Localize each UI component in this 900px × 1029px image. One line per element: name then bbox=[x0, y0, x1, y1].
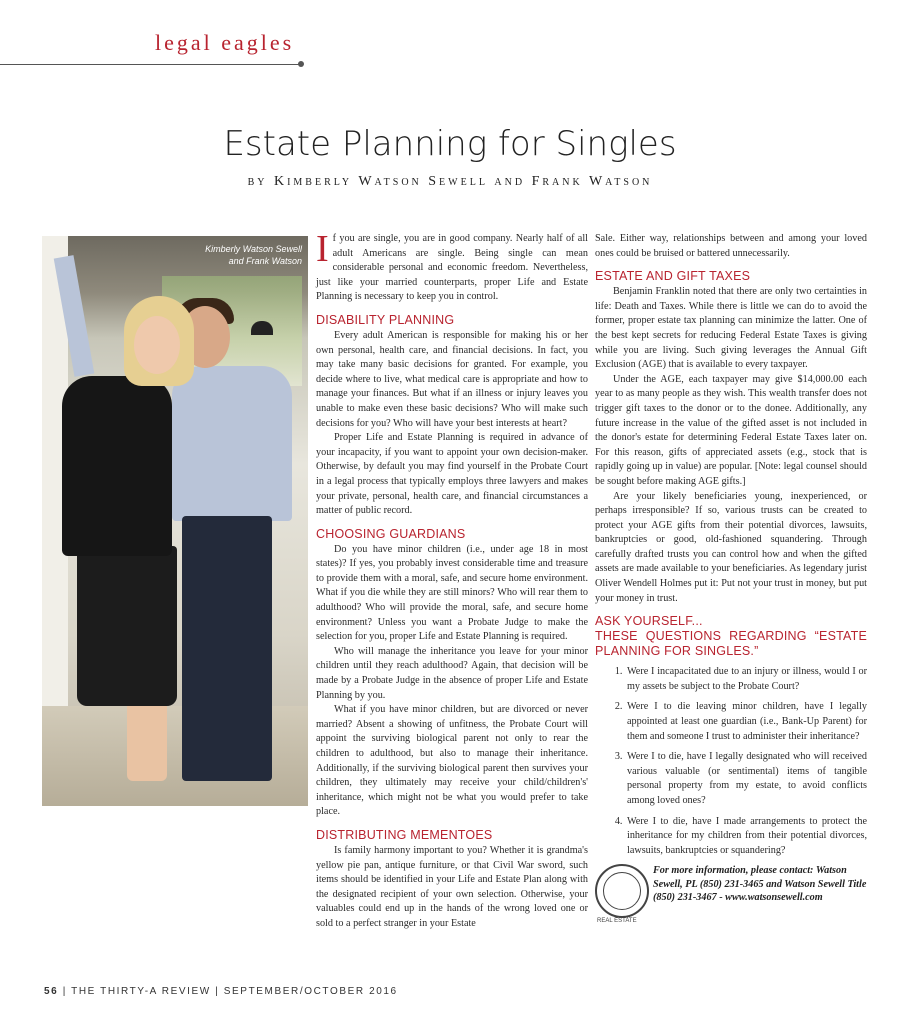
man-shirt bbox=[172, 366, 292, 521]
paragraph: Who will manage the inheritance you leave for your minor children until they reach adulthood? Again, that decision will be made by a Probate Judge in the absence of proper Life and Estate Planning by you. bbox=[316, 645, 588, 701]
woman-face bbox=[134, 316, 180, 374]
question-item: 1. Were I incapacitated due to an injury or illness, would I or my assets be subject to the Probate Court? bbox=[625, 665, 867, 694]
contact-info: For more information, please contact: Watson Sewell, PL (850) 231-3465 and Watson Sewell Title (850) 231-3467 - www.watsonsewell.com bbox=[653, 865, 867, 904]
paragraph: Under the AGE, each taxpayer may give $14,000.00 each year to as many people as they wish. This wealth transfer does not trigger gift taxes to the donor or to the donee. Additionally, any future increase in the value of the gifted asset is not included in the donor's estate for determining Federal Estate Taxes later on. For this reason, gifts of appreciated assets (e.g., stock that is rapidly going up in value) are popular. [Note: legal counsel should be sought before making AGE gifts.] bbox=[595, 373, 867, 487]
florida-bar-seal-icon bbox=[595, 864, 649, 918]
page-number: 56 bbox=[44, 986, 59, 997]
question-item: 4. Were I to die, have I made arrangements to protect the inheritance for my children from their potential divorces, lawsuits, bankruptcies or squandering? bbox=[625, 815, 867, 859]
paragraph: Is family harmony important to you? Whether it is grandma's yellow pie pan, antique furniture, or that Civil War sword, such items should be identified in your Life and Estate Plan along with the designated recipient of your own selection. Otherwise, your valuables could end up in the hands of the wrong loved one or sold to a perfect stranger in your Estate bbox=[316, 844, 588, 929]
article-byline: by Kimberly Watson Sewell and Frank Watson bbox=[247, 174, 653, 189]
paragraph: Proper Life and Estate Planning is required in advance of your incapacity, if you want to appoint your own decision-maker. Otherwise, by default you may find yourself in the Probate Court in a legal process that typically employs three lawyers and makes your private, personal, health care, and financial circumstances a matter of public record. bbox=[316, 432, 588, 517]
photo-caption-line2: and Frank Watson bbox=[228, 256, 302, 266]
section-divider bbox=[0, 64, 300, 65]
author-photo bbox=[42, 236, 308, 806]
heading-ask-line1: ASK YOURSELF... bbox=[595, 614, 703, 629]
paragraph: Every adult American is responsible for making his or her own personal, health care, and financial decisions. In fact, you may take many basic decisions for granted. For example, you decide where to live, what medical care is appropriate and how to manage your finances. But what if an illness or injury leaves you unable to make even these basic decisions? Who will make such decisions for you? Who will have your best interests at heart? bbox=[316, 329, 588, 429]
divider-dot bbox=[298, 61, 304, 67]
article-title: Estate Planning for Singles bbox=[223, 124, 677, 164]
heading-choosing-guardians: CHOOSING GUARDIANS bbox=[316, 526, 466, 541]
question-item: 2. Were I to die leaving minor children, have I legally appointed at least one guardian (i.e., Bank-Up Parent) for them and someone I trust to administer their inheritance? bbox=[625, 700, 867, 744]
drop-cap: I bbox=[316, 228, 329, 270]
seal-inner-ring bbox=[603, 872, 641, 910]
footer-separator: | bbox=[62, 986, 72, 997]
question-item: 3. Were I to die, have I legally designated who will received various valuable (or sentimental) items of tangible personal property from my estate, to avoid conflicts among loved ones? bbox=[625, 750, 867, 808]
paragraph: Are your likely beneficiaries young, inexperienced, or perhaps irresponsible? If so, various trusts can be created to protect your AGE gifts from their potential divorces, lawsuits, bankruptcies or good, old-fashioned squandering. Through carefully drafted trusts you can control how and when the gifted assets are made available to your beneficiaries. As legendary jurist Oliver Wendell Holmes put it: Put not your trust in money, but put your money in trust. bbox=[595, 490, 867, 604]
heading-ask-line2: THESE QUESTIONS REGARDING “ESTATE PLANNING FOR SINGLES.” bbox=[595, 629, 867, 659]
heading-ask-yourself bbox=[595, 614, 867, 659]
photo-caption bbox=[205, 243, 302, 267]
paragraph: Do you have minor children (i.e., under age 18 in most states)? If yes, you probably invest considerable time and treasure to provide them with a moral, safe, and secure home environment. What if you die while they are still minors? Who will rear them to adulthood? Who will provide the moral, safe, and secure home environment? Unless you want a Probate Judge to make the selection for you, proper Life and Estate Planning is required. bbox=[316, 543, 588, 643]
heading-disability-planning: DISABILITY PLANNING bbox=[316, 312, 455, 327]
page-footer bbox=[44, 986, 398, 997]
heading-distributing-mementoes: DISTRIBUTING MEMENTOES bbox=[316, 827, 493, 842]
man-pants bbox=[182, 516, 272, 781]
article-column-1 bbox=[316, 228, 588, 932]
woman-legs bbox=[127, 701, 167, 781]
seal-label: REAL ESTATE bbox=[597, 918, 637, 925]
woman-skirt bbox=[77, 546, 177, 706]
paragraph: Sale. Either way, relationships between and among your loved ones could be bruised or battered unnecessarily. bbox=[595, 233, 867, 259]
photo-caption-line1: Kimberly Watson Sewell bbox=[205, 244, 302, 254]
questions-list bbox=[595, 665, 867, 858]
intro-text: f you are single, you are in good company. Nearly half of all adult Americans are single. Being single can mean considerable personal and economic freedom. Nevertheless, just like your married counterparts, proper Life and Estate Planning is necessary to keep you in control. bbox=[316, 233, 588, 303]
heading-estate-gift-taxes: ESTATE AND GIFT TAXES bbox=[595, 269, 751, 284]
paragraph: Benjamin Franklin noted that there are only two certainties in life: Death and Taxes. While there is little we can do to avoid the former, proper estate tax planning can minimize the latter. One of the best kept secrets for reducing Federal Estate Taxes is giving while you are living. Such giving leverages the Annual Gift Exclusion (AGE) that is available to every taxpayer. bbox=[595, 286, 867, 371]
section-tag: legal eagles bbox=[155, 30, 295, 55]
publication-info: THE THIRTY-A REVIEW | SEPTEMBER/OCTOBER 2016 bbox=[71, 986, 398, 997]
paragraph: What if you have minor children, but are divorced or never married? Absent a showing of unfitness, the Probate Court will appoint the surviving biological parent not only to rear the children to adulthood, but also to manage their inheritance. Additionally, if the surviving biological parent then survives your children, they ultimately may receive your child/children's' inheritance, which might not be what you would prefer to take place. bbox=[316, 704, 588, 818]
article-column-2 bbox=[595, 232, 867, 925]
woman-jacket bbox=[62, 376, 172, 556]
intro-paragraph bbox=[316, 228, 588, 305]
contact-block bbox=[595, 864, 867, 925]
pendant-lamp bbox=[251, 321, 273, 335]
